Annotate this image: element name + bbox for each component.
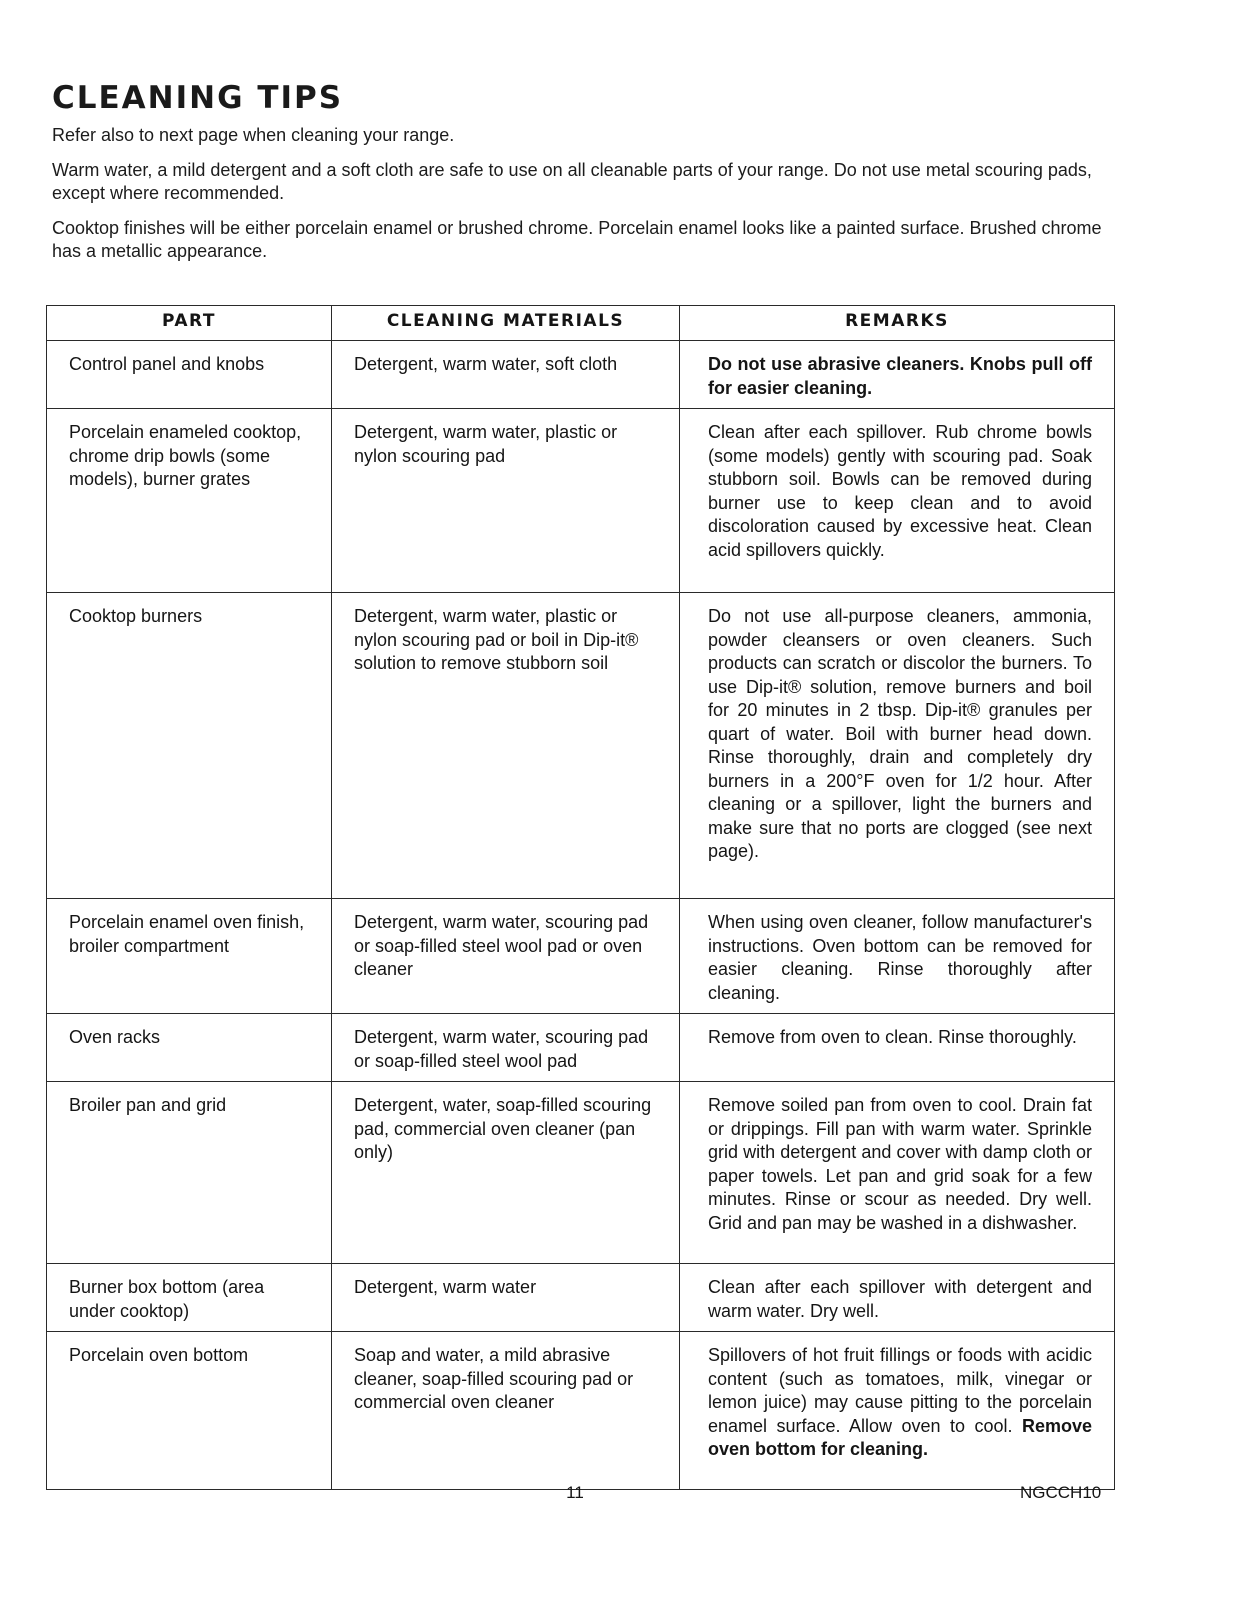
table-row	[47, 593, 1115, 899]
remarks-cell: Clean after each spillover with detergent and warm water. Dry well.	[680, 1264, 1115, 1332]
table-row	[47, 1082, 1115, 1264]
table-row	[47, 1014, 1115, 1082]
materials-cell: Detergent, warm water, scouring pad or soap-filled steel wool pad	[332, 1014, 680, 1082]
materials-cell: Detergent, warm water, plastic or nylon scouring pad or boil in Dip-it® solution to remove stubborn soil	[332, 593, 680, 899]
part-cell: Porcelain oven bottom	[47, 1332, 332, 1490]
header-cleaning-materials: CLEANING MATERIALS	[332, 306, 680, 341]
remarks-cell: Do not use abrasive cleaners. Knobs pull off for easier cleaning.	[680, 341, 1115, 409]
remarks-text: Spillovers of hot fruit fillings or foods with acidic content (such as tomatoes, milk, vinegar or lemon juice) may cause pitting to the porcelain enamel surface. Allow oven to cool.	[708, 1345, 1092, 1436]
materials-cell: Soap and water, a mild abrasive cleaner, soap-filled scouring pad or commercial oven cleaner	[332, 1332, 680, 1490]
page-number: 11	[566, 1483, 584, 1502]
table-row	[47, 1264, 1115, 1332]
materials-cell: Detergent, water, soap-filled scouring pad, commercial oven cleaner (pan only)	[332, 1082, 680, 1264]
remarks-cell: Do not use all-purpose cleaners, ammonia, powder cleansers or oven cleaners. Such products can scratch or discolor the burners. To use Dip-it® solution, remove burners and boil for 20 minutes in 2 tbsp. Dip-it® granules per quart of water. Boil with burner head down. Rinse thoroughly, drain and completely dry burners in a 200°F oven for 1/2 hour. After cleaning or a spillover, light the burners and make sure that no ports are clogged (see next page).	[680, 593, 1115, 899]
part-cell: Cooktop burners	[47, 593, 332, 899]
table-row	[47, 341, 1115, 409]
remarks-cell	[680, 1332, 1115, 1490]
part-cell: Burner box bottom (area under cooktop)	[47, 1264, 332, 1332]
table-row	[47, 1332, 1115, 1490]
materials-cell: Detergent, warm water, plastic or nylon scouring pad	[332, 409, 680, 593]
part-cell: Oven racks	[47, 1014, 332, 1082]
intro-text	[52, 124, 1127, 275]
remarks-cell: When using oven cleaner, follow manufacturer's instructions. Oven bottom can be removed for easier cleaning. Rinse thoroughly after cleaning.	[680, 899, 1115, 1014]
table-row	[47, 409, 1115, 593]
intro-paragraph-1: Refer also to next page when cleaning your range.	[52, 125, 455, 145]
intro-paragraph-2: Warm water, a mild detergent and a soft cloth are safe to use on all cleanable parts of your range. Do not use metal scouring pads, except where recommended.	[52, 160, 1092, 203]
document-code: NGCCH10	[1020, 1483, 1102, 1502]
remarks-cell: Remove soiled pan from oven to cool. Drain fat or drippings. Fill pan with warm water. Sprinkle grid with detergent and cover with damp cloth or paper towels. Let pan and grid soak for a few minutes. Rinse or scour as needed. Dry well. Grid and pan may be washed in a dishwasher.	[680, 1082, 1115, 1264]
table-header-row	[47, 306, 1115, 341]
remarks-emphasis: Remove oven bottom for cleaning.	[708, 1415, 1092, 1459]
page-title: CLEANING TIPS	[52, 80, 344, 116]
part-cell: Porcelain enameled cooktop, chrome drip bowls (some models), burner grates	[47, 409, 332, 593]
materials-cell: Detergent, warm water	[332, 1264, 680, 1332]
remarks-cell: Clean after each spillover. Rub chrome bowls (some models) gently with scouring pad. Soak stubborn soil. Bowls can be removed during burner use to keep clean and to avoid discoloration caused by excessive heat. Clean acid spillovers quickly.	[680, 409, 1115, 593]
table-row	[47, 899, 1115, 1014]
remarks-cell: Remove from oven to clean. Rinse thoroughly.	[680, 1014, 1115, 1082]
part-cell: Porcelain enamel oven finish, broiler compartment	[47, 899, 332, 1014]
cleaning-tips-table	[46, 305, 1115, 1490]
part-cell: Broiler pan and grid	[47, 1082, 332, 1264]
intro-paragraph-3: Cooktop finishes will be either porcelain enamel or brushed chrome. Porcelain enamel looks like a painted surface. Brushed chrome has a metallic appearance.	[52, 218, 1102, 261]
header-remarks: REMARKS	[680, 306, 1115, 341]
materials-cell: Detergent, warm water, scouring pad or soap-filled steel wool pad or oven cleaner	[332, 899, 680, 1014]
header-part: PART	[47, 306, 332, 341]
part-cell: Control panel and knobs	[47, 341, 332, 409]
materials-cell: Detergent, warm water, soft cloth	[332, 341, 680, 409]
